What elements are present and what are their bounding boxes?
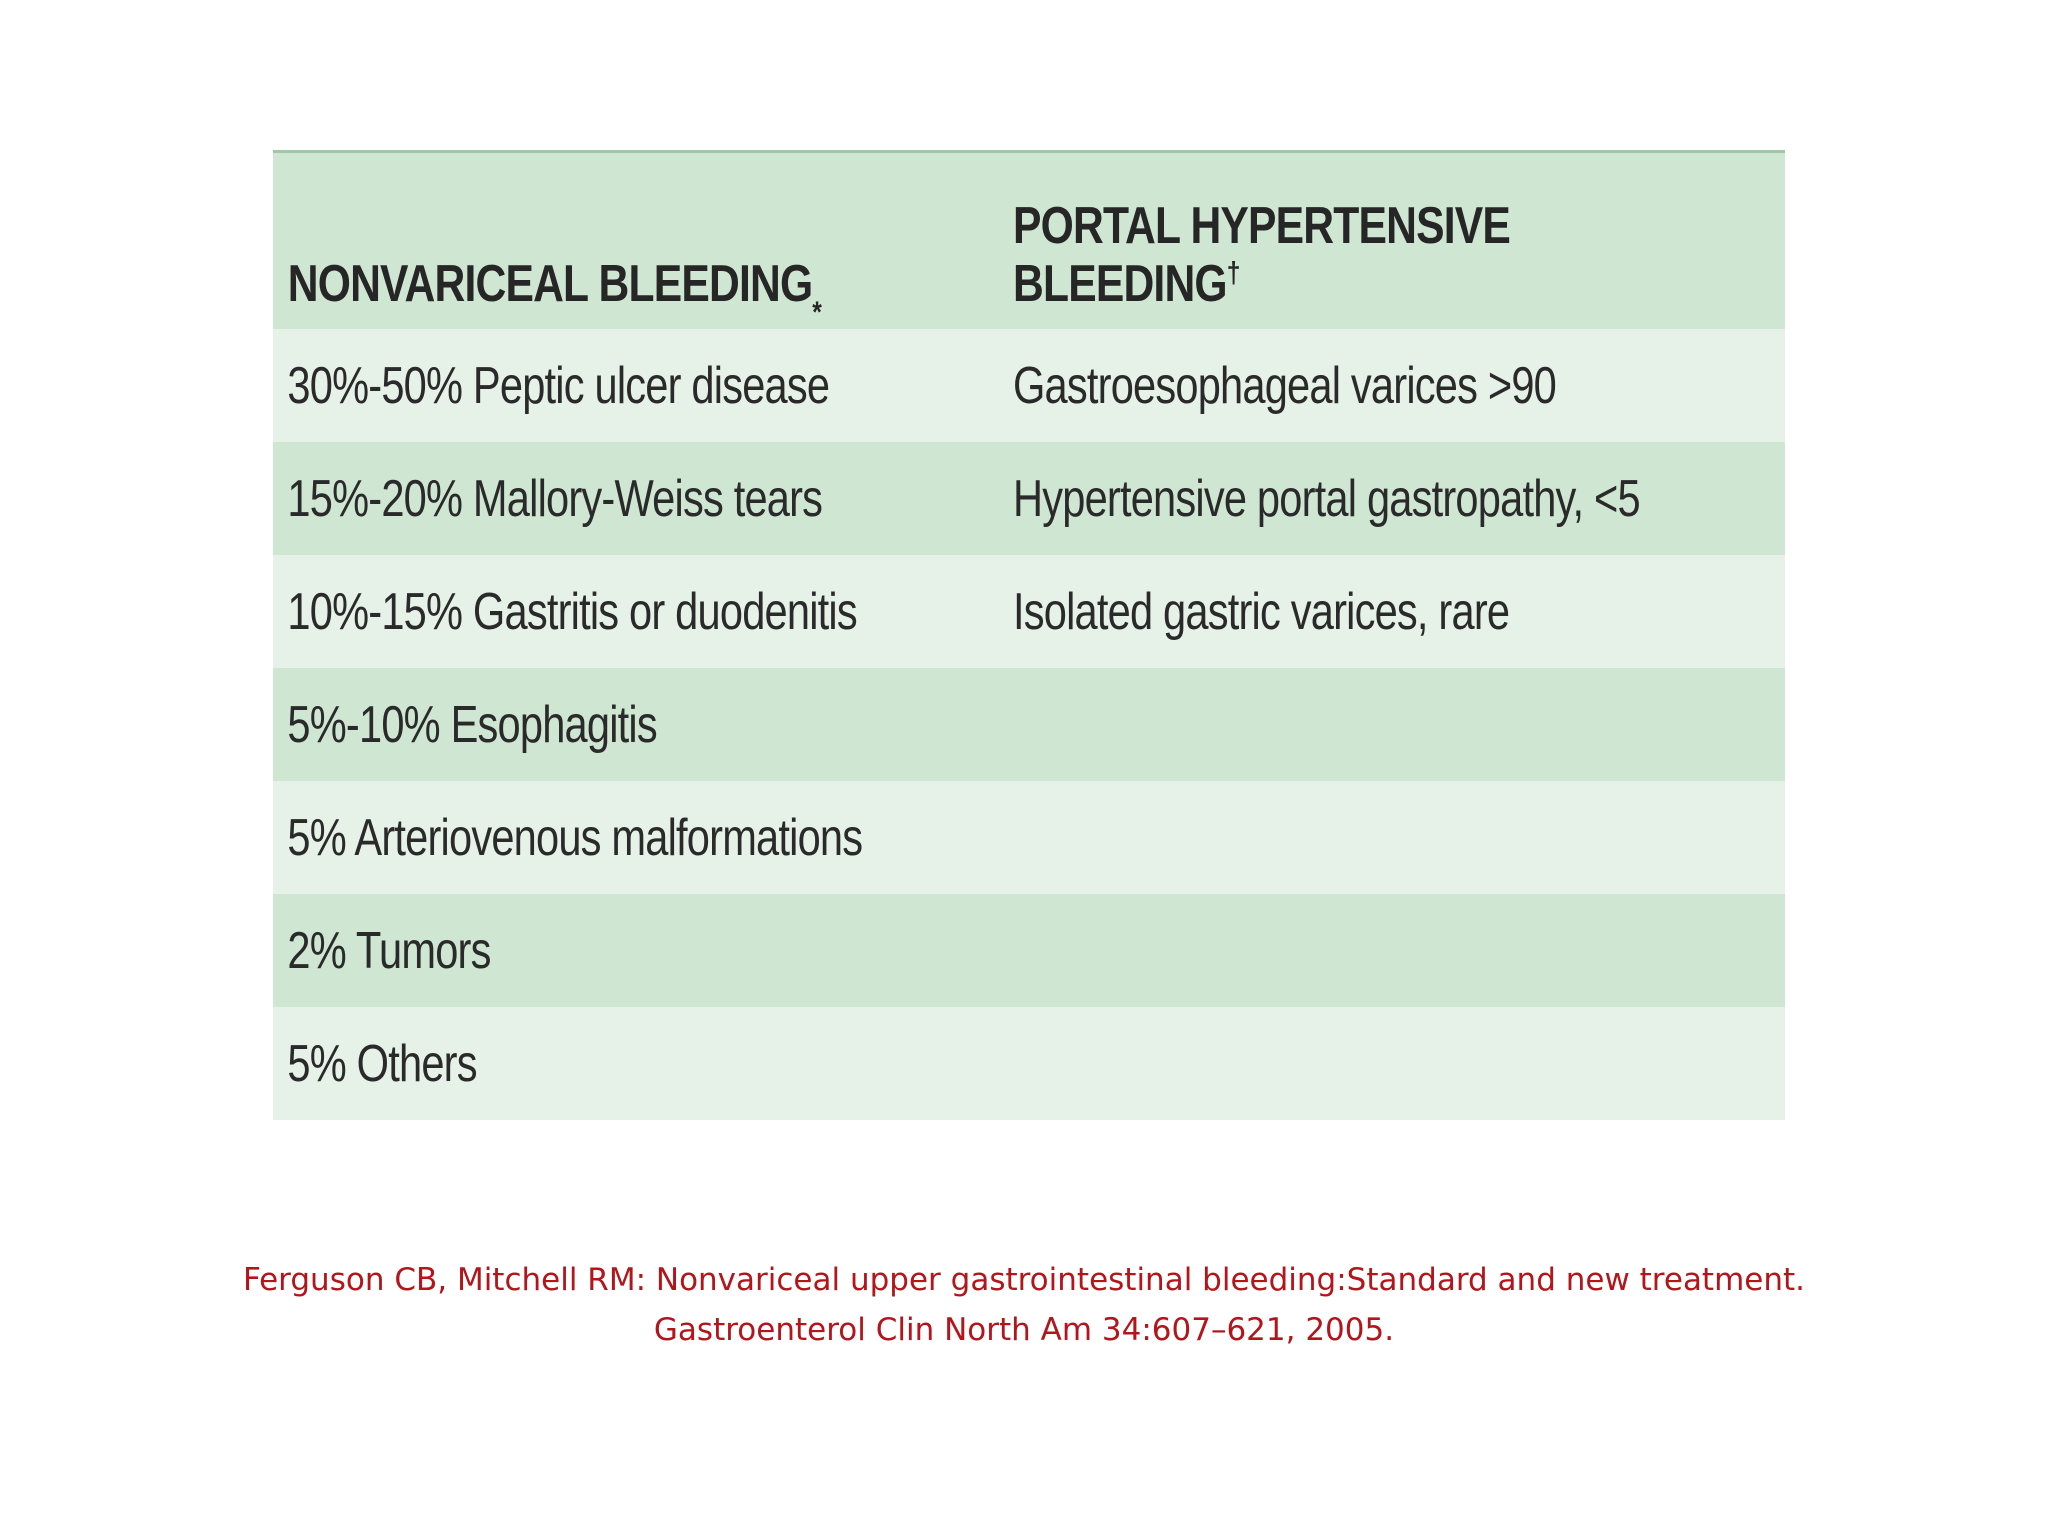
header-portal-hypertensive-bleeding: [1013, 153, 1646, 329]
table-row: [273, 668, 1785, 781]
citation-line1: Ferguson CB, Mitchell RM: Nonvariceal upper gastrointestinal bleeding:Standard and new treatment.: [242, 1262, 1806, 1298]
table-row: [273, 894, 1785, 1007]
row-cell-nonvariceal: 5% Arteriovenous malformations: [287, 808, 863, 867]
row-cell-nonvariceal: 10%-15% Gastritis or duodenitis: [287, 582, 857, 641]
citation: [0, 1255, 2048, 1355]
table-row: [273, 442, 1785, 555]
table-row: [273, 555, 1785, 668]
header-col2-footnote-mark: †: [1226, 256, 1240, 290]
bleeding-causes-table: [273, 150, 1785, 1120]
header-col1-text: NONVARICEAL BLEEDING: [287, 254, 813, 313]
table-header-row: [273, 153, 1785, 329]
table-row: [273, 329, 1785, 442]
row-cell-portal: Hypertensive portal gastropathy, <5: [1013, 469, 1640, 528]
row-cell-nonvariceal: 2% Tumors: [287, 921, 491, 980]
table-row: [273, 781, 1785, 894]
header-col2-line2: BLEEDING: [1013, 254, 1227, 313]
header-col2-line1: PORTAL HYPERTENSIVE: [1013, 196, 1510, 255]
row-cell-nonvariceal: 5%-10% Esophagitis: [287, 695, 657, 754]
row-cell-portal: Isolated gastric varices, rare: [1013, 582, 1510, 641]
table-row: [273, 1007, 1785, 1120]
header-nonvariceal-bleeding: NONVARICEAL BLEEDING *: [287, 254, 822, 329]
row-cell-nonvariceal: 30%-50% Peptic ulcer disease: [287, 356, 830, 415]
row-cell-nonvariceal: 5% Others: [287, 1034, 477, 1093]
row-cell-portal: Gastroesophageal varices >90: [1013, 356, 1557, 415]
row-cell-nonvariceal: 15%-20% Mallory-Weiss tears: [287, 469, 823, 528]
citation-line2: Gastroenterol Clin North Am 34:607–621, 2005.: [653, 1312, 1395, 1348]
